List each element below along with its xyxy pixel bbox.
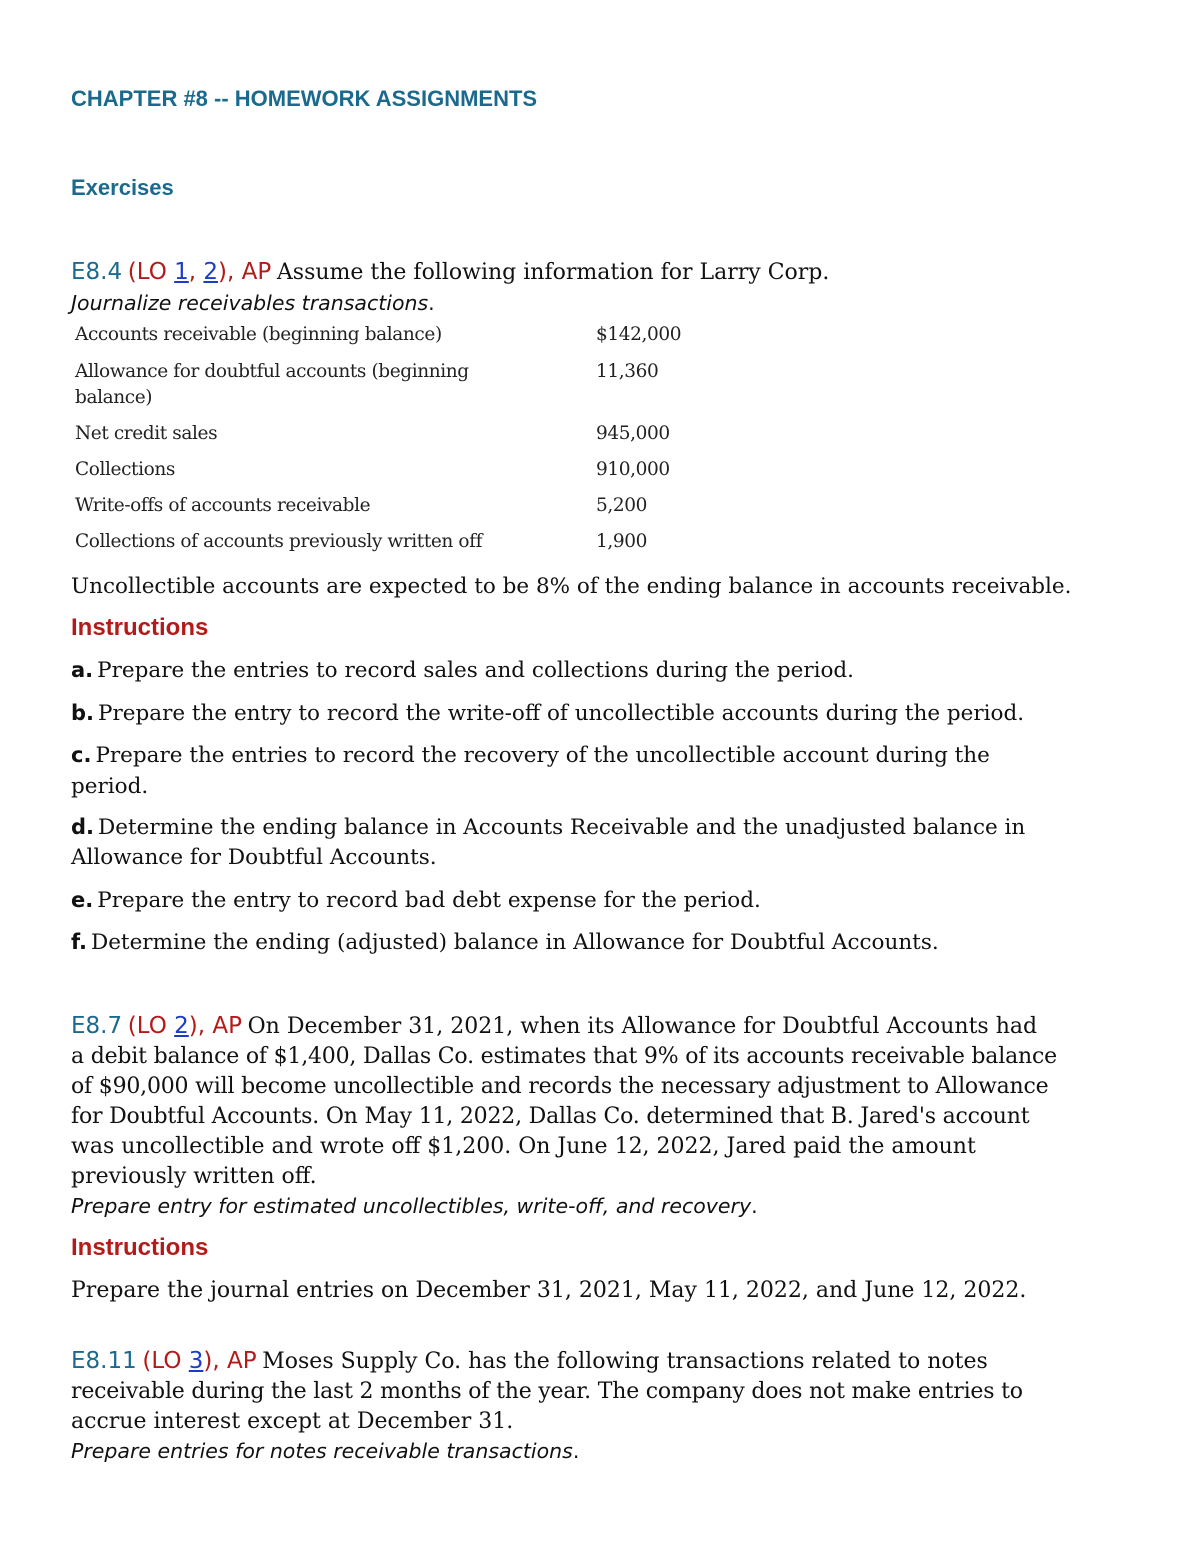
instructions-title: Instructions [71, 614, 209, 641]
lo-reference: (LO 3), AP [142, 1348, 257, 1374]
item-text-cont: Allowance for Doubtful Accounts. [71, 845, 437, 870]
item-text: Prepare the entry to record bad debt expense for the period. [97, 888, 761, 913]
exercise-subtitle: Journalize receivables transactions. [71, 291, 435, 315]
exercise-text: was uncollectible and wrote off $1,200. On June 12, 2022, Jared paid the amount [71, 1134, 976, 1159]
exercise-text: for Doubtful Accounts. On May 11, 2022, Dallas Co. determined that B. Jared's account [71, 1104, 1030, 1129]
exercise-text: a debit balance of $1,400, Dallas Co. estimates that 9% of its accounts receivable balance [71, 1044, 1057, 1069]
exercise-e87-heading [71, 1013, 1037, 1039]
exercise-text: On December 31, 2021, when its Allowance for Doubtful Accounts had [247, 1014, 1038, 1039]
ap-label: AP [227, 1348, 257, 1374]
chapter-title: CHAPTER #8 -- HOMEWORK ASSIGNMENTS [71, 86, 538, 111]
instruction-text: Prepare the journal entries on December 31, 2021, May 11, 2022, and June 12, 2022. [71, 1278, 1027, 1303]
item-text: Determine the ending balance in Accounts Receivable and the unadjusted balance in [98, 815, 1026, 840]
table-row-label: Allowance for doubtful accounts (beginning [75, 361, 469, 382]
lo-link-2[interactable]: 2 [203, 259, 219, 285]
table-row-label: Accounts receivable (beginning balance) [75, 324, 442, 345]
item-letter: f. [71, 930, 87, 954]
instruction-item [71, 815, 1025, 840]
instruction-item [71, 658, 854, 683]
instruction-item [71, 930, 939, 955]
lo-link-1[interactable]: 1 [174, 259, 189, 285]
item-letter: e. [71, 888, 94, 912]
instruction-item [71, 701, 1024, 726]
exercise-e811-heading [71, 1348, 988, 1374]
lo-reference: (LO 2), AP [127, 1013, 242, 1039]
exercise-subtitle: Prepare entry for estimated uncollectibles, write-off, and recovery. [71, 1194, 758, 1218]
exercise-id: E8.11 [71, 1348, 137, 1374]
lo-link-3[interactable]: 3 [188, 1348, 204, 1374]
exercise-subtitle: Prepare entries for notes receivable transactions. [71, 1439, 580, 1463]
exercise-e84-heading [71, 259, 829, 285]
table-row-value: 1,900 [596, 531, 647, 552]
table-row-value: 945,000 [596, 423, 670, 444]
ap-label: AP [241, 259, 272, 285]
exercise-text: previously written off. [71, 1164, 317, 1189]
item-text: Determine the ending (adjusted) balance in Allowance for Doubtful Accounts. [90, 930, 939, 955]
item-text-cont: period. [71, 774, 149, 799]
item-text: Prepare the entries to record the recovery of the uncollectible account during the [95, 743, 990, 768]
exercise-id: E8.4 [71, 259, 123, 285]
item-text: Prepare the entry to record the write-off of uncollectible accounts during the period. [98, 701, 1025, 726]
table-row-value: 11,360 [596, 361, 659, 382]
table-row-label-cont: balance) [75, 387, 153, 408]
instruction-item [71, 743, 990, 768]
section-title: Exercises [71, 175, 174, 200]
table-row-value: 5,200 [596, 495, 647, 516]
table-row-value: $142,000 [596, 324, 682, 345]
table-row-label: Collections of accounts previously written off [75, 531, 483, 552]
exercise-text: Moses Supply Co. has the following transactions related to notes [262, 1349, 988, 1374]
table-row-value: 910,000 [596, 459, 670, 480]
uncollectible-note: Uncollectible accounts are expected to be 8% of the ending balance in accounts receivable. [71, 574, 1072, 599]
exercise-intro: Assume the following information for Larry Corp. [276, 260, 830, 285]
exercise-id: E8.7 [71, 1013, 123, 1039]
table-row-label: Collections [75, 459, 175, 480]
item-text: Prepare the entries to record sales and collections during the period. [97, 658, 855, 683]
instruction-item [71, 888, 761, 913]
lo-link-2[interactable]: 2 [174, 1013, 189, 1039]
exercise-text: accrue interest except at December 31. [71, 1409, 514, 1434]
item-letter: b. [71, 701, 95, 725]
table-row-label: Write-offs of accounts receivable [75, 495, 371, 516]
instructions-title: Instructions [71, 1234, 209, 1261]
table-row-label: Net credit sales [75, 423, 218, 444]
exercise-text: receivable during the last 2 months of the year. The company does not make entries to [71, 1379, 1023, 1404]
item-letter: c. [71, 743, 92, 767]
item-letter: d. [71, 815, 95, 839]
exercise-text: of $90,000 will become uncollectible and records the necessary adjustment to Allowance [71, 1074, 1049, 1099]
item-letter: a. [71, 658, 94, 682]
lo-reference: (LO 1, 2), AP [127, 259, 272, 285]
ap-label: AP [212, 1013, 242, 1039]
